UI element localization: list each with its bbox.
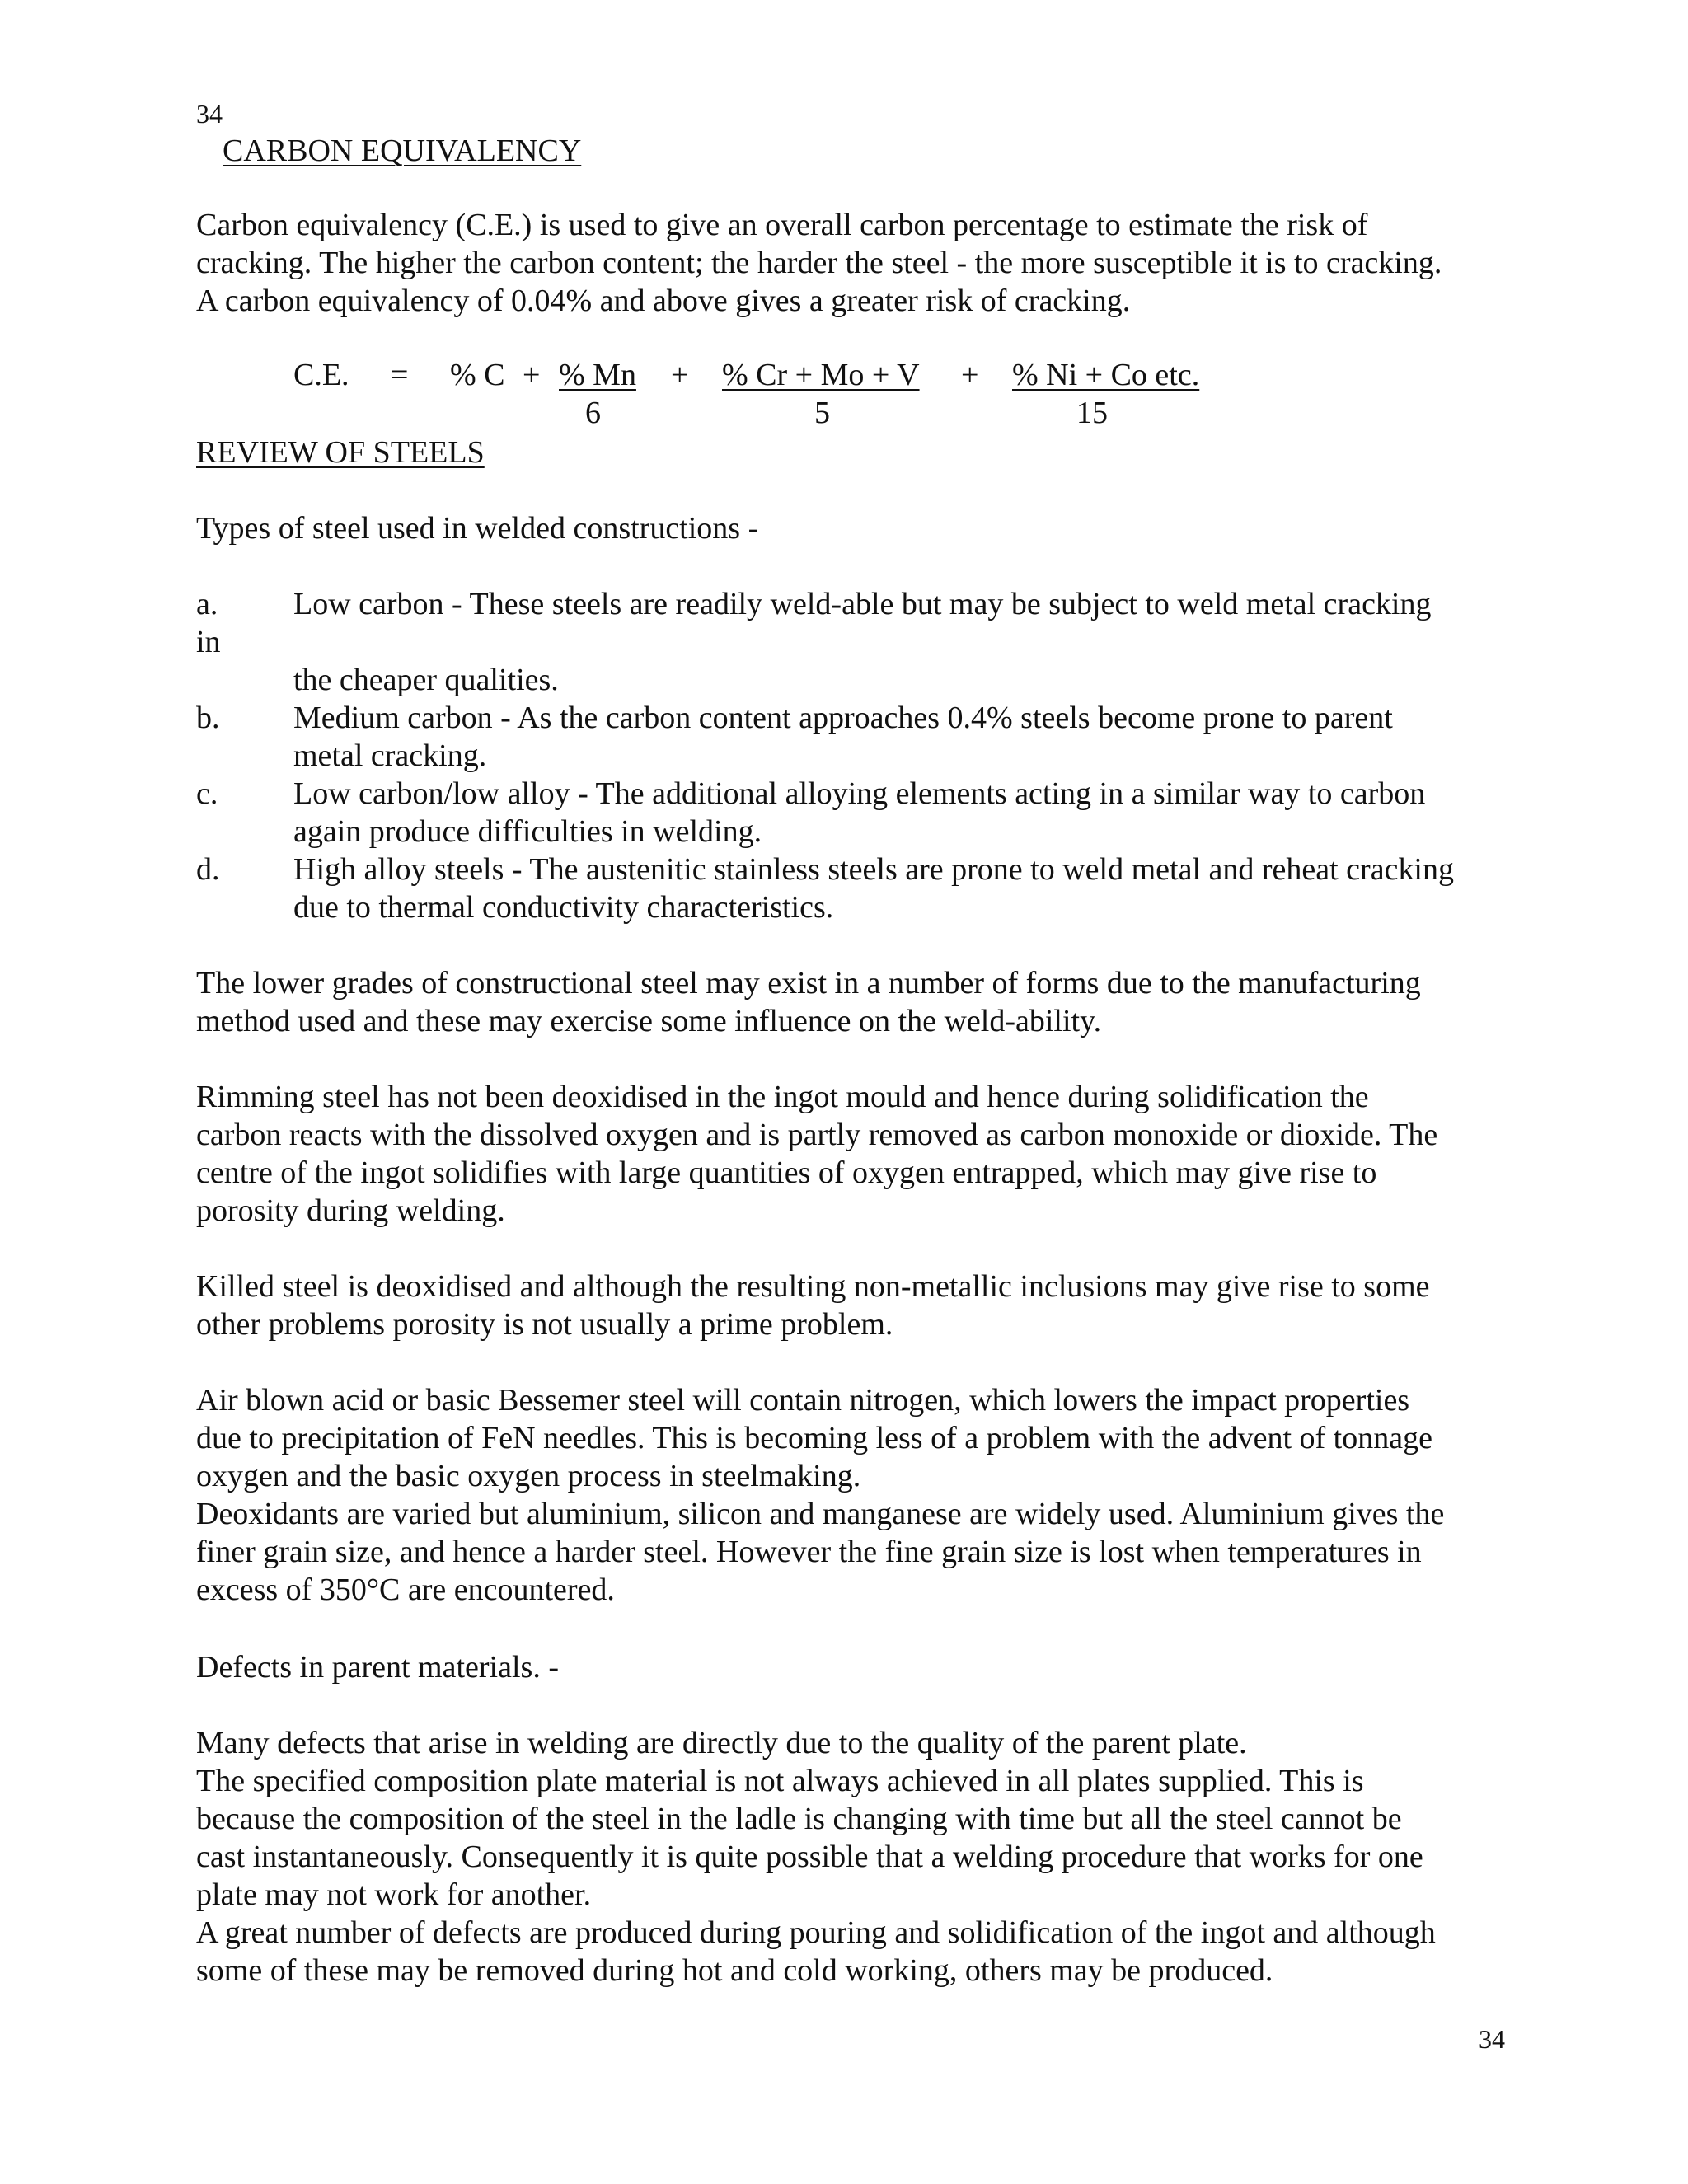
text-line: The specified composition plate material is not always achieved in all plates supplied. This is bbox=[196, 1764, 1364, 1798]
list-item-text: High alloy steels - The austenitic stainless steels are prone to weld metal and reheat cracking bbox=[293, 852, 1454, 887]
list-item-text: Medium carbon - As the carbon content approaches 0.4% steels become prone to parent bbox=[293, 701, 1393, 735]
list-marker: c. bbox=[196, 776, 218, 811]
list-marker: a. bbox=[196, 587, 218, 621]
text-line: A great number of defects are produced during pouring and solidification of the ingot and although bbox=[196, 1915, 1436, 1950]
text-line: finer grain size, and hence a harder steel. However the fine grain size is lost when temperatures in bbox=[196, 1535, 1422, 1569]
text-line: because the composition of the steel in the ladle is changing with time but all the steel cannot be bbox=[196, 1802, 1402, 1836]
formula-plus: + bbox=[523, 358, 541, 392]
formula-mn-denominator: 6 bbox=[585, 396, 601, 430]
text-line: carbon reacts with the dissolved oxygen and is partly removed as carbon monoxide or dioxide. The bbox=[196, 1118, 1438, 1152]
list-marker: d. bbox=[196, 852, 220, 887]
types-intro: Types of steel used in welded constructions - bbox=[196, 511, 759, 546]
paragraph-air-blown bbox=[196, 1381, 1515, 1609]
list-wrap-text: in bbox=[196, 625, 221, 659]
formula-term-carbon: % C bbox=[450, 358, 505, 392]
heading-review-of-steels: REVIEW OF STEELS bbox=[196, 435, 485, 470]
list-item-text: again produce difficulties in welding. bbox=[293, 814, 762, 849]
formula-cr-numerator: % Cr + Mo + V bbox=[722, 358, 920, 392]
text-line: due to precipitation of FeN needles. This is becoming less of a problem with the advent of tonnage bbox=[196, 1421, 1432, 1455]
text-line: plate may not work for another. bbox=[196, 1877, 592, 1912]
paragraph-defects bbox=[196, 1724, 1515, 1990]
list-item-text: Low carbon/low alloy - The additional alloying elements acting in a similar way to carbon bbox=[293, 776, 1426, 811]
text-line: some of these may be removed during hot and cold working, others may be produced. bbox=[196, 1953, 1273, 1988]
page-number-bottom: 34 bbox=[1479, 2024, 1505, 2054]
heading-carbon-equivalency: CARBON EQUIVALENCY bbox=[223, 134, 582, 168]
text-line: Carbon equivalency (C.E.) is used to give an overall carbon percentage to estimate the risk of bbox=[196, 208, 1368, 242]
text-line: A carbon equivalency of 0.04% and above gives a greater risk of cracking. bbox=[196, 284, 1131, 318]
page-number-top: 34 bbox=[196, 99, 223, 129]
text-line: cast instantaneously. Consequently it is quite possible that a welding procedure that works for one bbox=[196, 1840, 1423, 1874]
text-line: Deoxidants are varied but aluminium, silicon and manganese are widely used. Aluminium gives the bbox=[196, 1497, 1445, 1531]
text-line: Many defects that arise in welding are directly due to the quality of the parent plate. bbox=[196, 1726, 1247, 1760]
text-line: other problems porosity is not usually a prime problem. bbox=[196, 1307, 893, 1342]
paragraph-intro bbox=[196, 206, 1515, 320]
formula-ni-denominator: 15 bbox=[1076, 396, 1108, 430]
paragraph-killed-steel bbox=[196, 1268, 1515, 1343]
text-line: porosity during welding. bbox=[196, 1193, 505, 1228]
list-marker: b. bbox=[196, 701, 220, 735]
formula-equals: = bbox=[391, 358, 409, 392]
text-line: oxygen and the basic oxygen process in steelmaking. bbox=[196, 1459, 861, 1493]
list-item-text: Low carbon - These steels are readily weld-able but may be subject to weld metal cracking bbox=[293, 587, 1432, 621]
defects-heading: Defects in parent materials. - bbox=[196, 1650, 559, 1685]
formula-plus: + bbox=[671, 358, 689, 392]
text-line: Rimming steel has not been deoxidised in the ingot mould and hence during solidification the bbox=[196, 1080, 1369, 1114]
formula-ni-numerator: % Ni + Co etc. bbox=[1012, 358, 1200, 392]
text-line: Killed steel is deoxidised and although the resulting non-metallic inclusions may give rise to some bbox=[196, 1269, 1430, 1304]
list-item-text: due to thermal conductivity characteristics. bbox=[293, 890, 834, 925]
paragraph-lower-grades bbox=[196, 964, 1515, 1040]
text-line: cracking. The higher the carbon content; the harder the steel - the more susceptible it is to cracking. bbox=[196, 246, 1442, 280]
text-line: The lower grades of constructional steel may exist in a number of forms due to the manufacturing bbox=[196, 966, 1421, 1001]
text-line: centre of the ingot solidifies with large quantities of oxygen entrapped, which may give rise to bbox=[196, 1155, 1377, 1190]
formula-plus: + bbox=[961, 358, 979, 392]
formula-mn-numerator: % Mn bbox=[559, 358, 636, 392]
list-item-text: the cheaper qualities. bbox=[293, 663, 559, 697]
list-item-text: metal cracking. bbox=[293, 738, 487, 773]
formula-lhs: C.E. bbox=[293, 358, 349, 392]
paragraph-rimming-steel bbox=[196, 1078, 1515, 1230]
text-line: excess of 350°C are encountered. bbox=[196, 1572, 615, 1607]
text-line: Air blown acid or basic Bessemer steel will contain nitrogen, which lowers the impact properties bbox=[196, 1383, 1410, 1418]
formula-cr-denominator: 5 bbox=[814, 396, 830, 430]
text-line: method used and these may exercise some influence on the weld-ability. bbox=[196, 1004, 1102, 1038]
